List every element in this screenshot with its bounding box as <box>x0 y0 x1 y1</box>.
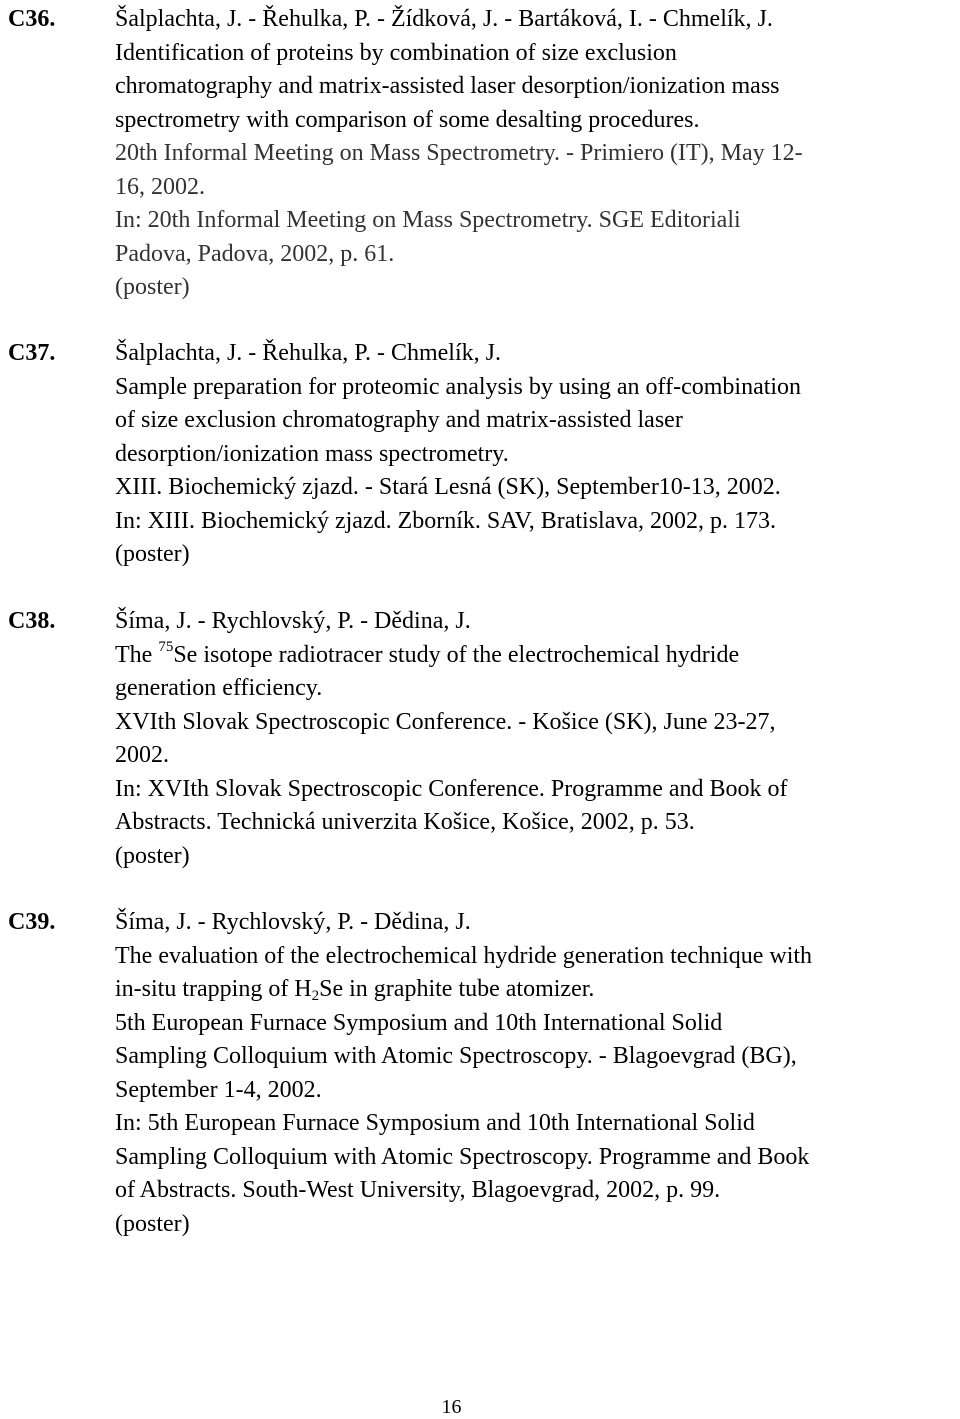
isotope-mass-superscript: 75 <box>158 638 174 655</box>
entry-title-line <box>115 639 960 673</box>
entry-title-line <box>115 973 960 1007</box>
entry-source-line: Sampling Colloquium with Atomic Spectroscopy. Programme and Book <box>115 1143 810 1170</box>
entry-title-line: chromatography and matrix-assisted laser desorption/ionization mass <box>115 73 780 99</box>
entry-type: (poster) <box>115 541 190 567</box>
entry-body <box>115 906 960 1241</box>
entry-event-line: Sampling Colloquium with Atomic Spectroscopy. - Blagoevgrad (BG), <box>115 1043 797 1069</box>
title-rest: Se in graphite tube atomizer. <box>319 976 595 1002</box>
entry-type: (poster) <box>115 1210 190 1237</box>
entry-authors: Šalplachta, J. - Řehulka, P. - Žídková, J. - Bartáková, I. - Chmelík, J. <box>115 6 773 32</box>
entry-source-line: In: XVIth Slovak Spectroscopic Conference. Programme and Book of <box>115 775 788 802</box>
entry-event-line: 20th Informal Meeting on Mass Spectrometry. - Primiero (IT), May 12- <box>115 140 803 166</box>
entry-body <box>115 337 960 572</box>
entry-event-line: XIII. Biochemický zjazd. - Stará Lesná (SK), September10-13, 2002. <box>115 474 781 500</box>
entry-number: C36. <box>8 6 56 32</box>
page-number: 16 <box>441 1396 462 1418</box>
entry-number: C39. <box>8 909 56 935</box>
entry-title-line: spectrometry with comparison of some desalting procedures. <box>115 106 700 133</box>
subscript-2: 2 <box>311 988 320 1004</box>
entry-number: C37. <box>8 340 56 366</box>
entry-title-line: Sample preparation for proteomic analysis by using an off-combination <box>115 373 802 400</box>
title-prefix: in-situ trapping of H <box>115 976 312 1002</box>
entry-source-line: Abstracts. Technická univerzita Košice, Košice, 2002, p. 53. <box>115 809 695 835</box>
entry-type: (poster) <box>115 842 190 869</box>
entry-body <box>115 3 960 305</box>
entry-event-line: September 1-4, 2002. <box>115 1076 322 1103</box>
entry-source-line: of Abstracts. South-West University, Blagoevgrad, 2002, p. 99. <box>115 1177 721 1203</box>
entry-authors: Šíma, J. - Rychlovský, P. - Dědina, J. <box>115 608 471 634</box>
entry-authors: Šalplachta, J. - Řehulka, P. - Chmelík, J. <box>115 340 501 366</box>
entry-number: C38. <box>8 608 56 634</box>
entry-title-line: generation efficiency. <box>115 675 323 701</box>
entry-source-line: Padova, Padova, 2002, p. 61. <box>115 240 395 267</box>
title-rest: Se isotope radiotracer study of the electrochemical hydride <box>173 641 740 668</box>
entry-source-line: In: 5th European Furnace Symposium and 10th International Solid <box>115 1110 755 1136</box>
title-prefix: The <box>115 641 159 668</box>
entry-title-line: The evaluation of the electrochemical hydride generation technique with <box>115 942 813 969</box>
entry-title-line: Identification of proteins by combination of size exclusion <box>115 39 677 66</box>
entry-event-line: 16, 2002. <box>115 173 205 200</box>
entry-type: (poster) <box>115 274 190 300</box>
entry-title-line: of size exclusion chromatography and matrix-assisted laser <box>115 407 683 433</box>
entry-body <box>115 605 960 873</box>
entry-source-line: In: 20th Informal Meeting on Mass Spectrometry. SGE Editoriali <box>115 207 741 233</box>
entry-event-line: 5th European Furnace Symposium and 10th International Solid <box>115 1009 723 1036</box>
entry-event-line: XVIth Slovak Spectroscopic Conference. - Košice (SK), June 23-27, <box>115 708 776 735</box>
entry-event-line: 2002. <box>115 742 169 768</box>
entry-title-line: desorption/ionization mass spectrometry. <box>115 440 509 467</box>
entry-source-line: In: XIII. Biochemický zjazd. Zborník. SAV, Bratislava, 2002, p. 173. <box>115 507 777 534</box>
entry-authors: Šíma, J. - Rychlovský, P. - Dědina, J. <box>115 909 471 935</box>
